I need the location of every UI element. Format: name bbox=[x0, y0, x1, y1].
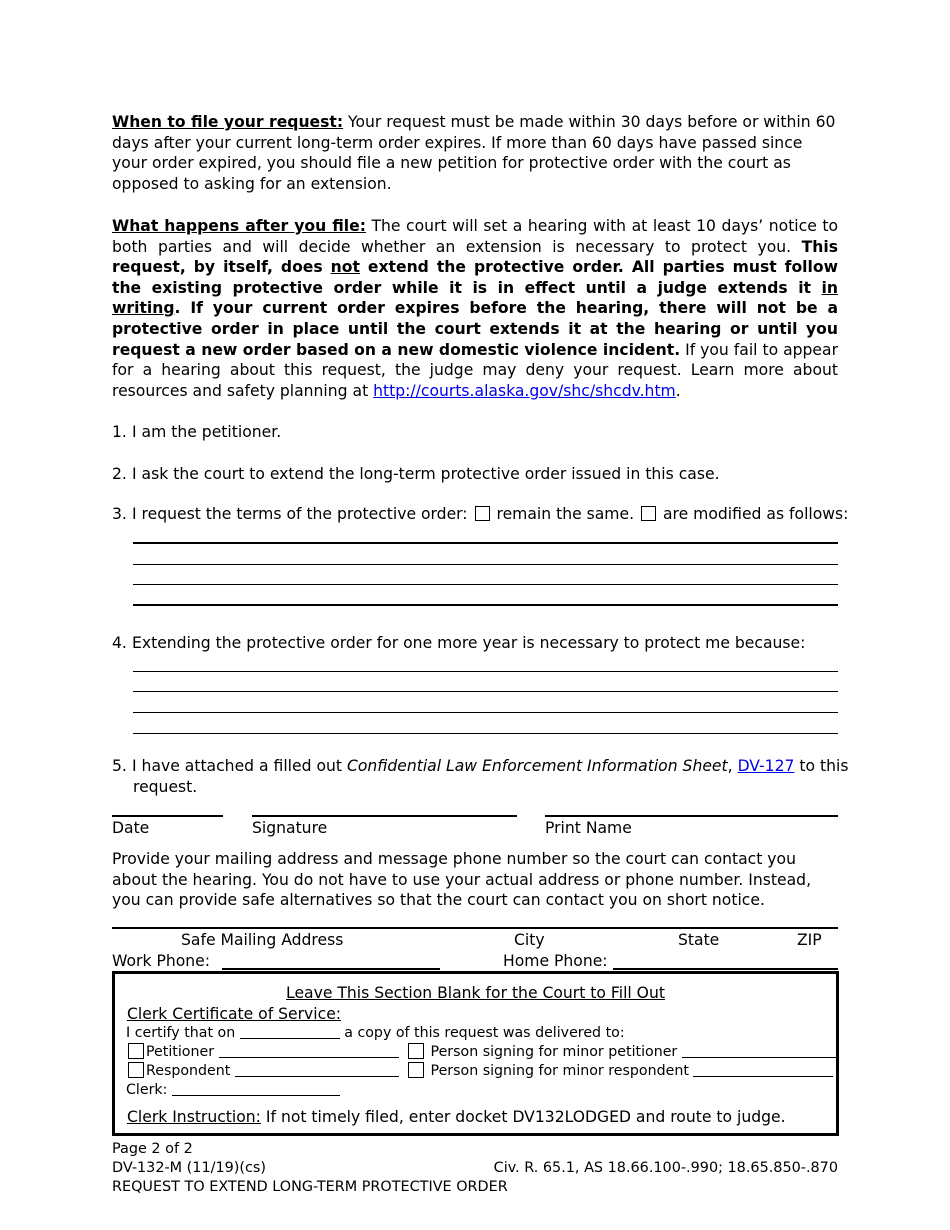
item-3 bbox=[112, 504, 848, 525]
when-to-file-paragraph bbox=[112, 112, 838, 194]
clerk-row bbox=[126, 1081, 340, 1099]
certify-label-a: I certify that on bbox=[126, 1025, 236, 1041]
what-happens-bold-2: extend the protective order. All parties must follow the existing protective order while it is in effect until a judge extends it bbox=[112, 258, 838, 297]
what-happens-bold-writing: in writing bbox=[112, 278, 838, 318]
shcdv-link[interactable]: http://courts.alaska.gov/shc/shcdv.htm bbox=[373, 381, 676, 400]
modified-line-4[interactable] bbox=[133, 604, 838, 606]
reason-line-3[interactable] bbox=[133, 712, 838, 713]
modified-line-2[interactable] bbox=[133, 564, 838, 565]
form-id: DV-132-M (11/19)(cs) bbox=[112, 1160, 267, 1176]
work-phone-label: Work Phone: bbox=[112, 952, 211, 970]
print-name-label: Print Name bbox=[545, 819, 632, 837]
mailing-address-label: Safe Mailing Address bbox=[181, 931, 344, 949]
what-happens-text-2: If you fail to appear for a hearing about this request, the judge may deny your request. Learn more about resources and safety planning at bbox=[112, 340, 838, 400]
remain-same-checkbox[interactable] bbox=[475, 506, 490, 521]
what-happens-text-1: The court will set a hearing with at least 10 days’ notice to both parties and will decide whether an extension is necessary to protect you. bbox=[112, 217, 838, 256]
item-5-text-a: I have attached a filled out bbox=[132, 757, 347, 775]
clerk-section bbox=[112, 971, 839, 1136]
minor-petitioner-checkbox[interactable] bbox=[408, 1043, 424, 1059]
respondent-blank[interactable] bbox=[235, 1076, 399, 1077]
petitioner-label: Petitioner bbox=[146, 1044, 215, 1060]
date-label: Date bbox=[112, 819, 150, 837]
item-4-text: Extending the protective order for one more year is necessary to protect me because: bbox=[132, 634, 806, 652]
item-2-text: I ask the court to extend the long-term protective order issued in this case. bbox=[132, 465, 720, 483]
modified-checkbox[interactable] bbox=[641, 506, 656, 521]
what-happens-heading: What happens after you file: bbox=[112, 217, 366, 235]
minor-respondent-label: Person signing for minor respondent bbox=[430, 1063, 689, 1079]
modified-line-1[interactable] bbox=[133, 542, 838, 544]
modified-label: are modified as follows: bbox=[663, 505, 849, 523]
item-5-text-c: to this bbox=[794, 757, 849, 775]
signature-label: Signature bbox=[252, 819, 328, 837]
petitioner-row bbox=[126, 1043, 399, 1061]
item-5-text-b: , bbox=[727, 757, 738, 775]
home-phone-line[interactable] bbox=[613, 968, 838, 970]
petitioner-blank[interactable] bbox=[219, 1057, 399, 1058]
item-1 bbox=[112, 422, 281, 443]
item-5-line-2 bbox=[133, 777, 197, 798]
page-number: Page 2 of 2 bbox=[112, 1141, 193, 1157]
item-5 bbox=[112, 756, 848, 777]
item-1-text: I am the petitioner. bbox=[132, 423, 282, 441]
item-3-number: 3. bbox=[112, 505, 127, 523]
certify-date-blank[interactable] bbox=[240, 1038, 340, 1039]
address-line[interactable] bbox=[112, 927, 838, 929]
what-happens-bold-1: This request, by itself, does bbox=[112, 237, 838, 277]
zip-label: ZIP bbox=[797, 931, 822, 949]
item-5-number: 5. bbox=[112, 757, 127, 775]
home-phone-label: Home Phone: bbox=[503, 952, 608, 970]
item-3-text: I request the terms of the protective order: bbox=[132, 505, 468, 523]
respondent-checkbox[interactable] bbox=[128, 1062, 144, 1078]
what-happens-bold-not: not bbox=[330, 258, 360, 277]
statute-reference: Civ. R. 65.1, AS 18.66.100-.990; 18.65.850-.870 bbox=[493, 1160, 838, 1176]
minor-petitioner-label: Person signing for minor petitioner bbox=[430, 1044, 678, 1060]
item-1-number: 1. bbox=[112, 423, 127, 441]
clerk-certificate-heading: Clerk Certificate of Service: bbox=[127, 1005, 342, 1023]
clerk-blank[interactable] bbox=[172, 1095, 340, 1096]
certify-row bbox=[126, 1024, 625, 1042]
signature-line[interactable] bbox=[252, 815, 517, 817]
item-5-line-2-text: request. bbox=[133, 778, 198, 796]
item-5-italic: Confidential Law Enforcement Information Sheet bbox=[346, 757, 728, 775]
what-happens-paragraph bbox=[112, 216, 838, 401]
minor-respondent-blank[interactable] bbox=[693, 1076, 833, 1077]
remain-same-label: remain the same. bbox=[496, 505, 635, 523]
minor-petitioner-blank[interactable] bbox=[682, 1057, 836, 1058]
form-title: REQUEST TO EXTEND LONG-TERM PROTECTIVE ORDER bbox=[112, 1179, 508, 1195]
reason-line-1[interactable] bbox=[133, 671, 838, 672]
what-happens-end: . bbox=[675, 381, 681, 400]
what-happens-bold-3: . If your current order expires before the hearing, there will not be a protective order in place until the court extends it at the hearing or until you request a new order based on a new domestic violence incident. bbox=[112, 299, 838, 359]
when-to-file-heading: When to file your request: bbox=[112, 113, 344, 131]
modified-line-3[interactable] bbox=[133, 584, 838, 585]
petitioner-checkbox[interactable] bbox=[128, 1043, 144, 1059]
item-2 bbox=[112, 464, 720, 485]
clerk-instruction bbox=[127, 1107, 786, 1127]
state-label: State bbox=[678, 931, 720, 949]
clerk-instruction-label: Clerk Instruction: bbox=[127, 1108, 261, 1126]
certify-label-b: a copy of this request was delivered to: bbox=[344, 1025, 625, 1041]
reason-line-2[interactable] bbox=[133, 691, 838, 692]
clerk-section-title: Leave This Section Blank for the Court to Fill Out bbox=[286, 984, 665, 1002]
respondent-label: Respondent bbox=[146, 1063, 231, 1079]
work-phone-line[interactable] bbox=[222, 968, 440, 970]
reason-line-4[interactable] bbox=[133, 733, 838, 734]
respondent-row bbox=[126, 1062, 399, 1080]
print-name-line[interactable] bbox=[545, 815, 838, 817]
minor-respondent-checkbox[interactable] bbox=[408, 1062, 424, 1078]
city-label: City bbox=[514, 931, 545, 949]
dv127-link[interactable]: DV-127 bbox=[737, 757, 795, 775]
item-2-number: 2. bbox=[112, 465, 127, 483]
minor-respondent-row bbox=[406, 1062, 833, 1080]
clerk-instruction-text: If not timely filed, enter docket DV132LODGED and route to judge. bbox=[260, 1108, 786, 1126]
minor-petitioner-row bbox=[406, 1043, 836, 1061]
contact-paragraph: Provide your mailing address and message phone number so the court can contact you about the hearing. You do not have to use your actual address or phone number. Instead, you can provide safe alternatives so that the court can contact you on short notice. bbox=[112, 850, 812, 910]
item-4 bbox=[112, 633, 805, 654]
item-4-number: 4. bbox=[112, 634, 127, 652]
when-to-file-text: Your request must be made within 30 days before or within 60 days after your current long-term order expires. If more than 60 days have passed since your order expired, you should file a new petition for protective order with the court as opposed to asking for an extension. bbox=[112, 113, 836, 193]
clerk-label: Clerk: bbox=[126, 1082, 168, 1098]
date-line[interactable] bbox=[112, 815, 223, 817]
